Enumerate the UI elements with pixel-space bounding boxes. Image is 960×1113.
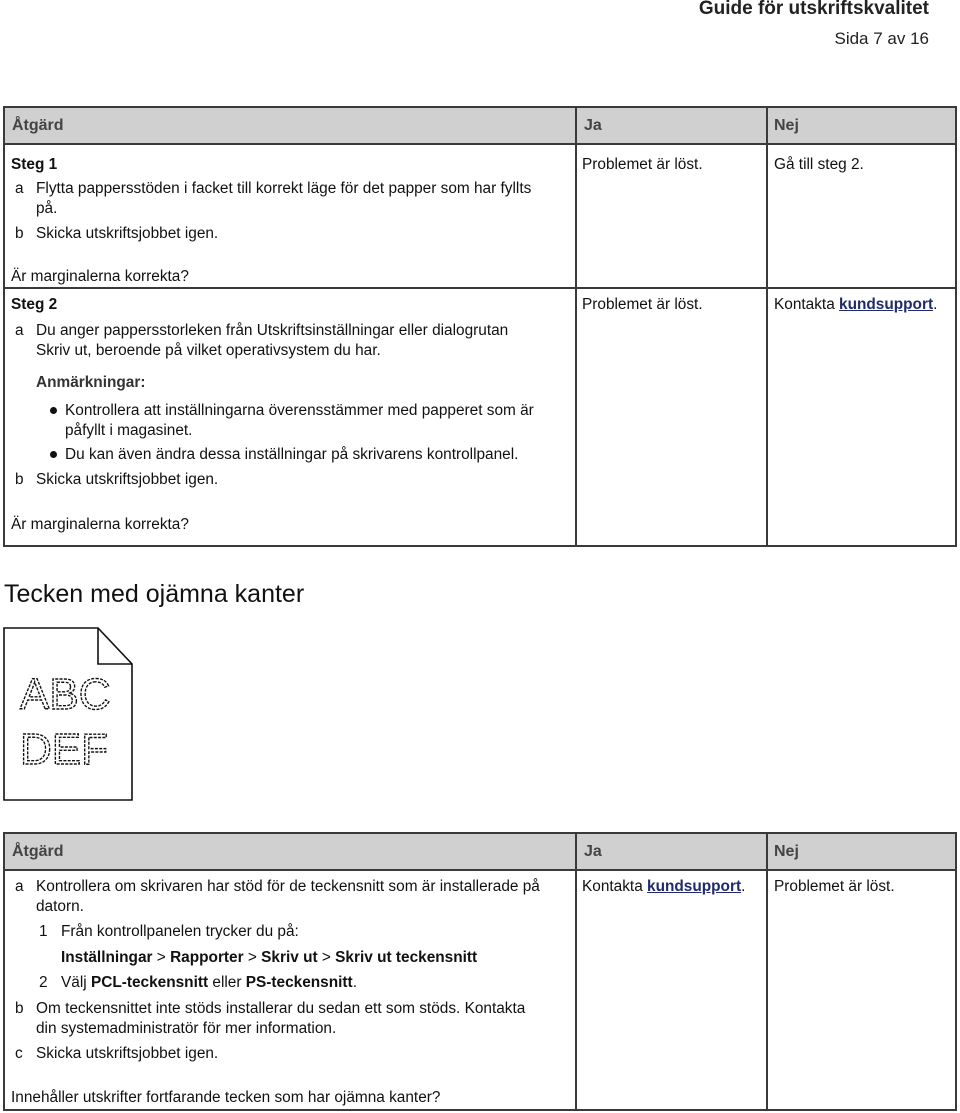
no-result: Gå till steg 2. xyxy=(774,156,864,173)
list-marker: b xyxy=(15,225,24,242)
column-header-yes: Ja xyxy=(584,843,602,860)
kundsupport-link[interactable]: kundsupport xyxy=(647,878,742,895)
list-marker: a xyxy=(15,180,24,197)
no-result: Problemet är löst. xyxy=(774,878,895,895)
yes-result-prefix: Kontakta xyxy=(582,878,648,895)
column-divider xyxy=(766,145,768,287)
bullet xyxy=(50,451,57,458)
note-text: Kontrollera att inställningarna överensstämmer med papperet som är xyxy=(65,402,534,419)
no-result-suffix: . xyxy=(933,296,938,313)
list-marker: 2 xyxy=(39,974,48,991)
menu-path xyxy=(61,948,477,968)
list-marker: b xyxy=(15,471,24,488)
troubleshooting-table-jagged xyxy=(3,832,957,1111)
document-title: Guide för utskriftskvalitet xyxy=(698,0,929,19)
sample-text-def: DEF xyxy=(20,725,108,774)
step-text: Skicka utskriftsjobbet igen. xyxy=(36,225,219,242)
note-text: påfyllt i magasinet. xyxy=(65,422,193,439)
notes-label: Anmärkningar: xyxy=(36,374,146,391)
menu-path-separator: > xyxy=(152,949,171,966)
menu-path-item: Skriv ut teckensnitt xyxy=(335,949,478,966)
column-header-no: Nej xyxy=(774,843,799,860)
column-divider xyxy=(766,871,768,1109)
menu-path-item: Inställningar xyxy=(61,949,153,966)
column-divider xyxy=(766,289,768,545)
step-text: Flytta pappersstöden i facket till korrekt läge för det papper som har fyllts xyxy=(36,180,532,197)
column-header-no: Nej xyxy=(774,117,799,134)
step-text: din systemadministratör för mer information. xyxy=(36,1020,337,1037)
menu-path-item: Skriv ut xyxy=(261,949,318,966)
column-divider xyxy=(575,289,577,545)
step-text: Kontrollera om skrivaren har stöd för de teckensnitt som är installerade på xyxy=(36,878,540,895)
step-text xyxy=(61,973,357,993)
step-question: Är marginalerna korrekta? xyxy=(11,268,189,285)
column-divider xyxy=(766,834,768,869)
note-text: Du kan även ändra dessa inställningar på skrivarens kontrollpanel. xyxy=(65,446,519,463)
list-marker: b xyxy=(15,1000,24,1017)
step-text: Om teckensnittet inte stöds installerar du sedan ett som stöds. Kontakta xyxy=(36,1000,526,1017)
yes-result-suffix: . xyxy=(741,878,746,895)
sample-text-abc: ABC xyxy=(20,670,111,719)
column-divider xyxy=(575,834,577,869)
column-header-action: Åtgärd xyxy=(12,843,64,860)
step-text-part: eller xyxy=(208,974,246,991)
table-header xyxy=(5,108,955,145)
step-label: Steg 2 xyxy=(11,296,58,313)
step-question: Är marginalerna korrekta? xyxy=(11,516,189,533)
no-result-prefix: Kontakta xyxy=(774,296,840,313)
troubleshooting-table-margins xyxy=(3,106,957,547)
pcl-font-option: PCL-teckensnitt xyxy=(90,974,209,991)
list-marker: a xyxy=(15,322,24,339)
kundsupport-link[interactable]: kundsupport xyxy=(839,296,934,313)
column-divider xyxy=(575,108,577,143)
column-header-yes: Ja xyxy=(584,117,602,134)
list-marker: 1 xyxy=(39,923,48,940)
step-text: på. xyxy=(36,200,58,217)
step-text-part: Välj xyxy=(61,974,91,991)
column-divider xyxy=(766,108,768,143)
step-text: Du anger pappersstorleken från Utskriftsinställningar eller dialogrutan xyxy=(36,322,509,339)
bullet xyxy=(50,407,57,414)
ps-font-option: PS-teckensnitt xyxy=(245,974,353,991)
page-header xyxy=(699,0,929,49)
section-title: Tecken med ojämna kanter xyxy=(4,580,305,608)
step-text: Skriv ut, beroende på vilket operativsystem du har. xyxy=(36,342,381,359)
yes-result xyxy=(582,877,745,897)
column-divider xyxy=(575,871,577,1109)
step-text: Skicka utskriftsjobbet igen. xyxy=(36,1045,219,1062)
column-header-action: Åtgärd xyxy=(12,117,64,134)
table-row xyxy=(5,871,955,1109)
menu-path-separator: > xyxy=(317,949,336,966)
step-text: Skicka utskriftsjobbet igen. xyxy=(36,471,219,488)
yes-result: Problemet är löst. xyxy=(582,296,703,313)
yes-result: Problemet är löst. xyxy=(582,156,703,173)
step-question: Innehåller utskrifter fortfarande tecken som har ojämna kanter? xyxy=(11,1089,441,1106)
step-text: Från kontrollpanelen trycker du på: xyxy=(61,923,299,940)
step-text-part: . xyxy=(352,974,357,991)
table-row xyxy=(5,145,955,287)
page-number: Sida 7 av 16 xyxy=(834,29,929,48)
table-row xyxy=(5,287,955,545)
menu-path-separator: > xyxy=(243,949,262,966)
column-divider xyxy=(575,145,577,287)
step-text: datorn. xyxy=(36,898,84,915)
table-header xyxy=(5,834,955,871)
step-label: Steg 1 xyxy=(11,156,58,173)
list-marker: a xyxy=(15,878,24,895)
no-result xyxy=(774,295,937,315)
menu-path-item: Rapporter xyxy=(170,949,244,966)
jagged-characters-illustration xyxy=(3,627,133,801)
list-marker: c xyxy=(15,1045,23,1062)
